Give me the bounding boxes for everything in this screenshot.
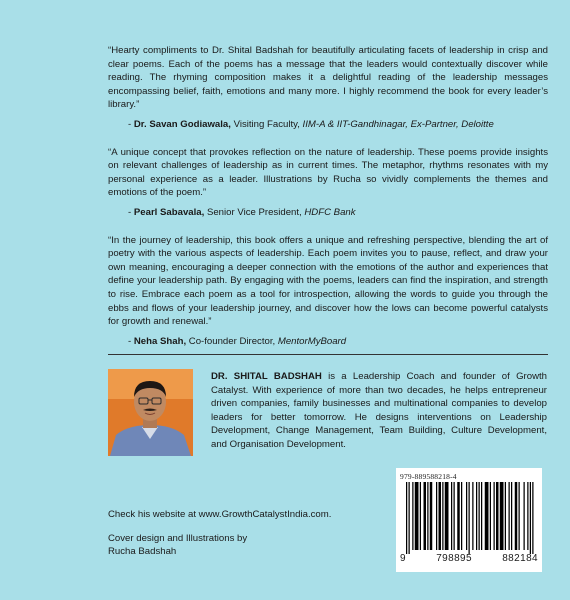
isbn-barcode (396, 468, 542, 572)
credit-line-2: Rucha Badshah (108, 545, 177, 557)
barcode-bar (496, 482, 499, 550)
barcode-bar (490, 482, 491, 550)
barcode-bars (400, 482, 538, 554)
attribution-name: Neha Shah, (133, 335, 187, 347)
barcode-bar (481, 482, 482, 550)
cover-credit (108, 533, 308, 558)
barcode-digits (400, 553, 538, 564)
testimonial-quote-3: “In the journey of leadership, this book offers a unique and refreshing perspective, blending the art of poetry with the various aspects of leadership. Each poem invites you to pause, reflect, and draw your own meaning, encouraging a deeper connection with the emotions of the author and experiences that define your leadership path. By engaging with the poems, leaders can find the inspiration, and strength to rise. Embrace each poem as a tool for introspection, allowing the words to guide you through the ebbs and flows of your leadership journey, and discover how the lows can become powerful catalysts for growth and renewal.” (108, 234, 548, 328)
barcode-bar (424, 482, 427, 550)
barcode-bar (409, 482, 410, 554)
testimonial-attribution-1: - Dr. Savan Godiawala, Visiting Faculty, IIM-A & IIT-Gandhinagar, Ex-Partner, Deloitte (128, 118, 494, 130)
barcode-bar (439, 482, 442, 550)
barcode-bar (430, 482, 433, 550)
barcode-bar (472, 482, 473, 550)
attribution-name: Dr. Savan Godiawala, (133, 118, 231, 130)
barcode-bar (445, 482, 449, 550)
testimonial-attribution-3: - Neha Shah, Co-founder Director, MentorMyBoard (128, 335, 347, 347)
barcode-bar (505, 482, 506, 550)
barcode-bar (457, 482, 460, 550)
barcode-bar (420, 482, 421, 550)
author-name: DR. SHITAL BADSHAH (211, 371, 322, 382)
testimonials-section (108, 44, 548, 362)
barcode-bar (511, 482, 512, 550)
barcode-bar (519, 482, 520, 550)
barcode-bar (500, 482, 504, 550)
section-divider (108, 354, 548, 355)
barcode-bar (509, 482, 510, 550)
testimonial-attribution-2: - Pearl Sabavala, Senior Vice President, HDFC Bank (128, 206, 356, 218)
barcode-bar (469, 482, 470, 554)
author-bio (211, 370, 547, 452)
barcode-digit-group-2: 798895 (436, 553, 472, 564)
barcode-bar (532, 482, 533, 554)
barcode-bar (415, 482, 419, 550)
testimonial-quote-2: “A unique concept that provokes reflection on the nature of leadership. These poems provide insights on relevant challenges of leadership as in current times. The metaphor, rhythms resonates with my personal experience as a leader. Illustrations by Rucha so vividly complements the themes and emotions of the poem.” (108, 146, 548, 199)
barcode-bar (454, 482, 455, 550)
barcode-bar (406, 482, 407, 554)
credit-line-1: Cover design and Illustrations by (108, 533, 248, 544)
barcode-bar (527, 482, 528, 550)
isbn-label: 979-889588218-4 (400, 472, 457, 481)
barcode-bar (427, 482, 428, 550)
barcode-digit-group-3: 882184 (502, 553, 538, 564)
barcode-bar (530, 482, 531, 554)
barcode-bar (451, 482, 452, 550)
barcode-bar (466, 482, 467, 550)
barcode-digit-group-1: 9 (400, 553, 406, 564)
barcode-bar (442, 482, 443, 550)
barcode-bar (485, 482, 489, 550)
barcode-bar (461, 482, 462, 550)
barcode-bar (524, 482, 525, 550)
author-bio-text: is a Leadership Coach and founder of Growth Catalyst. With experience of more than two decades, he helps entrepreneur driven companies, family businesses and multinational companies to develop leaders for better tomorrow. He designs interventions on Leadership Development, Change Management, Team Building, Culture Development, and Organisation Development. (211, 371, 547, 450)
website-line: Check his website at www.GrowthCatalystIndia.com. (108, 509, 332, 520)
barcode-bar (412, 482, 413, 550)
author-photo (108, 369, 193, 456)
barcode-bar (436, 482, 437, 550)
barcode-bar (479, 482, 480, 550)
testimonial-quote-1: “Hearty compliments to Dr. Shital Badshah for beautifully articulating facets of leadership in crisp and clear poems. Each of the poems has a message that the leaders would contextually discover while reading. The rhyming composition makes it a delightful reading of the leadership messages encompassing belief, faith, emotions and many more. I highly recommend the book for every leader’s library.” (108, 45, 548, 111)
barcode-bar (476, 482, 477, 550)
barcode-bar (494, 482, 495, 550)
attribution-name: Pearl Sabavala, (133, 206, 205, 218)
barcode-bar (515, 482, 518, 550)
